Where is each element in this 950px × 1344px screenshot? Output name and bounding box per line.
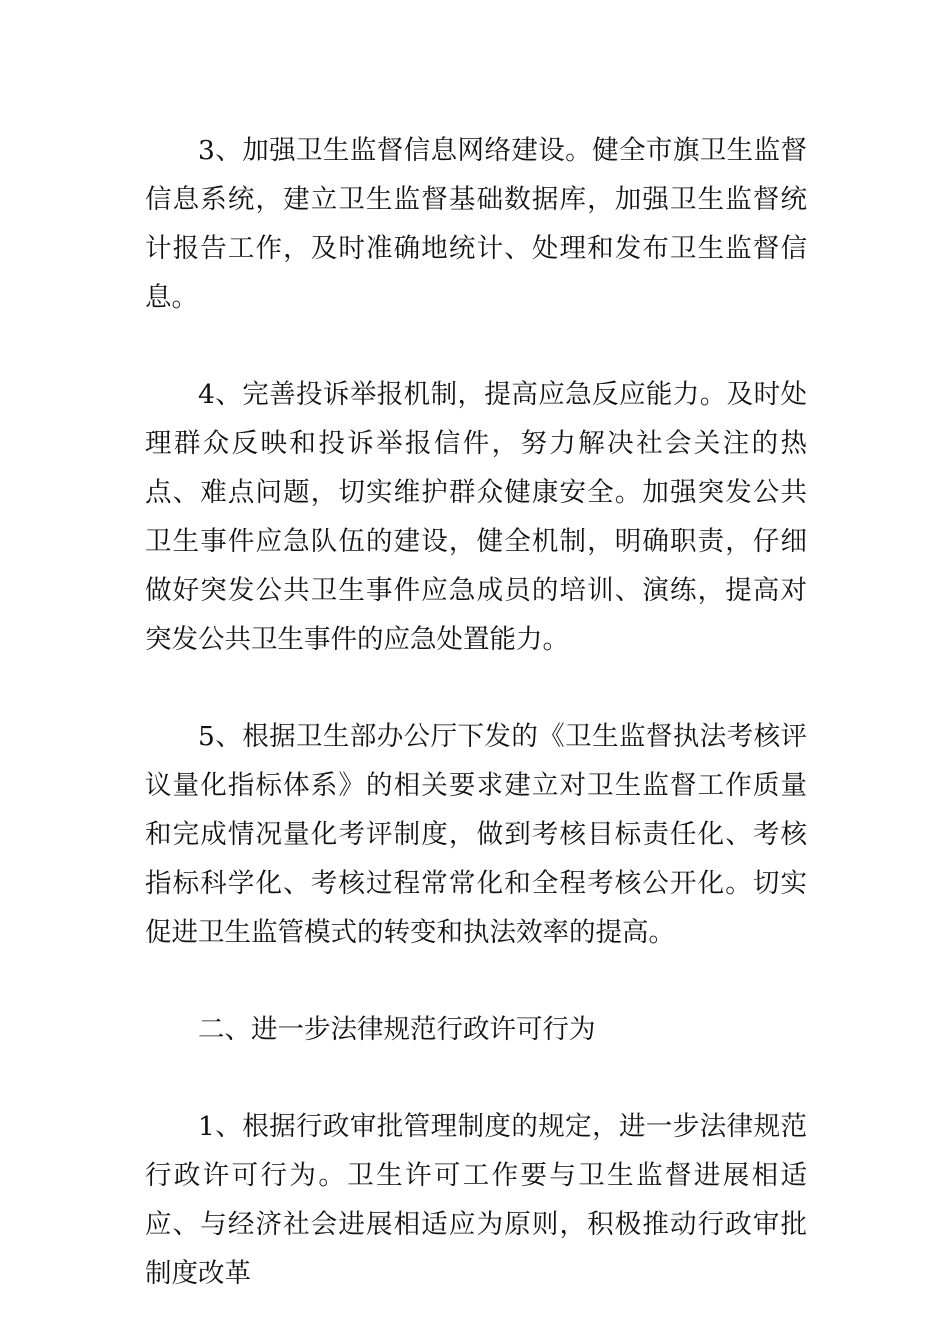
section-heading: 二、进一步法律规范行政许可行为 [198,1014,596,1045]
document-body [145,126,807,1298]
paragraph-item-1: 1、根据行政审批管理制度的规定，进一步法律规范行政许可行为。卫生许可工作要与卫生监督进展相适应、与经济社会进展相适应为原则，积极推动行政审批制度改革 [145,1111,807,1289]
paragraph-spacer [145,664,807,712]
paragraph-spacer [145,322,807,370]
paragraph-item-4: 4、完善投诉举报机制，提高应急反应能力。及时处理群众反映和投诉举报信件，努力解决社会关注的热点、难点问题，切实维护群众健康安全。加强突发公共卫生事件应急队伍的建设，健全机制，明确职责，仔细做好突发公共卫生事件应急成员的培训、演练，提高对突发公共卫生事件的应急处置能力。 [145,379,807,655]
paragraph-spacer [145,957,807,1005]
paragraph-spacer [145,1054,807,1102]
paragraph-item-5: 5、根据卫生部办公厅下发的《卫生监督执法考核评议量化指标体系》的相关要求建立对卫生监督工作质量和完成情况量化考评制度，做到考核目标责任化、考核指标科学化、考核过程常常化和全程考核公开化。切实促进卫生监管模式的转变和执法效率的提高。 [145,721,807,948]
paragraph-item-3: 3、加强卫生监督信息网络建设。健全市旗卫生监督信息系统，建立卫生监督基础数据库，加强卫生监督统计报告工作，及时准确地统计、处理和发布卫生监督信息。 [145,135,807,313]
